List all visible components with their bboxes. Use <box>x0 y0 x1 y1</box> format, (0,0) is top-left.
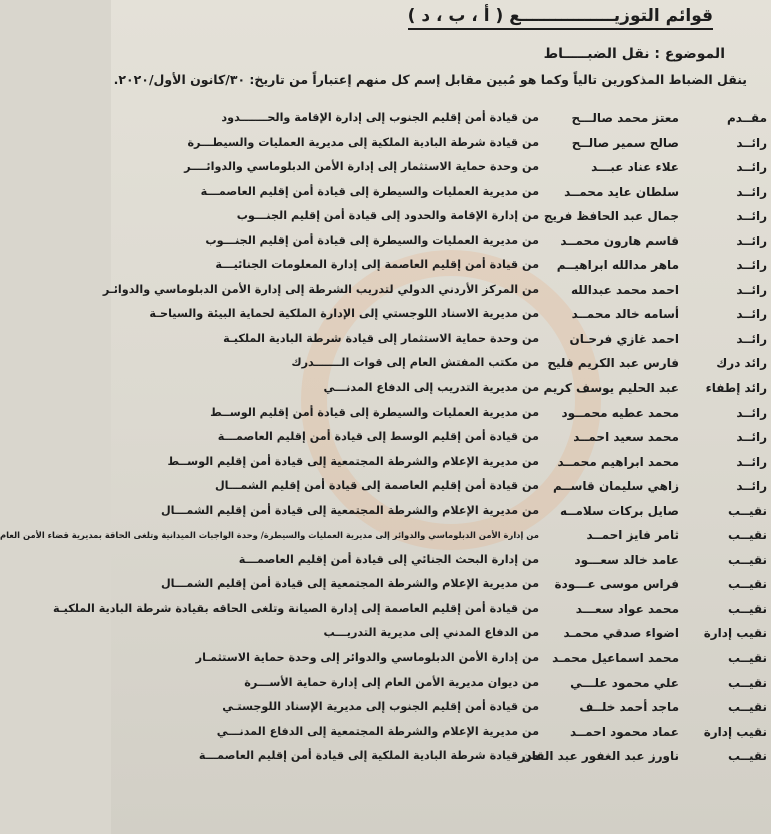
officer-row <box>111 180 771 205</box>
transfer-details: من إدارة الأمن الدبلوماسي والدوائر إلى مديرية العمليات والسيطرة/ وحدة الواجبات الميدانية وتلغى الحاقة بمديرية قضاء الأمن العام <box>0 530 539 541</box>
transfer-details: من مكتب المفتش العام إلى قوات الـــــــدرك <box>291 356 539 370</box>
transfer-details: من المركز الأردني الدولي لتدريب الشرطة إلى إدارة الأمن الدبلوماسي والدوائـر <box>102 282 539 296</box>
officer-name: ثامر فايز احمــد <box>586 528 679 543</box>
officer-row <box>111 376 771 401</box>
officer-rank: رائــد <box>736 454 767 469</box>
officer-row <box>111 572 771 597</box>
officer-row <box>111 253 771 278</box>
officer-row <box>111 302 771 327</box>
officer-row <box>53 597 771 622</box>
officer-rank: رائد إطفاء <box>705 381 767 396</box>
transfer-details: من إدارة البحث الجنائي إلى قيادة أمن إقليم العاصمـــة <box>238 552 539 566</box>
transfer-details: من قيادة أمن إقليم العاصمة إلى قيادة أمن إقليم الشمـــال <box>214 479 539 493</box>
officer-name: ماهر مدالله ابراهيــم <box>556 258 679 273</box>
intro-paragraph: ينقل الضباط المذكورين تالياً وكما هو مُبين مقابل إسم كل منهم إعتباراً من تاريخ: ٣٠/كانون الأول/٢٠٢٠. <box>113 72 747 87</box>
officer-name: محمد عواد سعـــد <box>575 601 679 616</box>
officer-row <box>111 548 771 573</box>
officer-row <box>111 474 771 499</box>
transfer-details: من مديرية العمليات والسيطرة إلى قيادة أمن إقليم العاصمـــة <box>200 184 539 198</box>
officer-row <box>0 523 771 548</box>
transfer-details: من إدارة الأمن الدبلوماسي والدوائر إلى وحدة حماية الاستثمـار <box>195 651 539 665</box>
officer-row <box>111 744 771 769</box>
officer-rank: رائــد <box>736 184 767 199</box>
officer-rank: رائــد <box>736 479 767 494</box>
transfer-details: من ديوان مديرية الأمن العام إلى إدارة حماية الأســـرة <box>244 675 539 689</box>
officer-rank: نقيــب <box>728 552 767 567</box>
transfer-details: من مديرية الإعلام والشرطة المجتمعية إلى قيادة أمن إقليم الشمـــال <box>160 577 539 591</box>
officer-rank: نقيــب <box>728 577 767 592</box>
officer-rank: نقيب إدارة <box>703 724 767 739</box>
officer-name: قاسم هارون محمــد <box>560 233 679 248</box>
officer-list <box>0 106 771 769</box>
officer-rank: نقيــب <box>728 700 767 715</box>
officer-rank: نقيــب <box>728 601 767 616</box>
officer-name: عامد خالد سعـــود <box>574 552 679 567</box>
officer-name: ناورز عبد الغفور عبد القادر <box>518 749 679 764</box>
officer-row <box>111 621 771 646</box>
officer-row <box>111 695 771 720</box>
transfer-details: من قيادة شرطة البادية الملكية إلى قيادة أمن إقليم العاصمـــة <box>198 749 539 763</box>
officer-name: اضواء صدقي محمـد <box>563 626 679 641</box>
officer-row <box>111 131 771 156</box>
officer-name: احمد محمد عبدالله <box>571 282 679 297</box>
transfer-details: من مديرية الإعلام والشرطة المجتمعية إلى قيادة أمن إقليم الوســط <box>167 454 539 468</box>
officer-row <box>111 327 771 352</box>
officer-rank: رائــد <box>736 307 767 322</box>
officer-rank: رائــد <box>736 405 767 420</box>
officer-rank: نقيــب <box>728 651 767 666</box>
officer-name: فارس عبد الكريم فليح <box>547 356 679 371</box>
officer-name: محمد اسماعيل محمـد <box>552 651 679 666</box>
officer-rank: نقيب إدارة <box>703 626 767 641</box>
transfer-details: من مديرية الاسناد اللوجستي إلى الإدارة الملكية لحماية البيئة والسياحـة <box>149 307 539 321</box>
officer-rank: رائــد <box>736 160 767 175</box>
officer-row <box>111 155 771 180</box>
officer-name: علي محمود علـــي <box>570 675 679 690</box>
officer-row <box>111 450 771 475</box>
officer-name: عبد الحليم يوسف كريم <box>543 381 679 396</box>
transfer-details: من مديرية التدريب إلى الدفاع المدنـــي <box>323 381 539 395</box>
officer-name: محمد ابراهيم محمــد <box>557 454 679 469</box>
transfer-details: من الدفاع المدني إلى مديرية التدريـــب <box>323 626 539 640</box>
officer-rank: رائــد <box>736 258 767 273</box>
subject-line: الموضوع : نقل الضبـــــاط <box>543 46 725 62</box>
officer-rank: رائــد <box>736 233 767 248</box>
distribution-title: قوائم التوزيــــــــــــــــع ( أ ، ب ، د ) <box>408 6 713 30</box>
officer-rank: نقيــب <box>728 675 767 690</box>
officer-row <box>111 499 771 524</box>
officer-name: معتز محمد صالـــح <box>571 111 679 125</box>
officer-row <box>111 229 771 254</box>
officer-name: صالح سمير صالــح <box>571 135 679 150</box>
officer-rank: نقيــب <box>728 528 767 543</box>
officer-rank: رائــد <box>736 135 767 150</box>
officer-name: صايل بركات سلامــه <box>559 503 679 518</box>
officer-rank: رائد درك <box>716 356 767 371</box>
officer-row <box>111 720 771 745</box>
officer-rank: نقيــب <box>728 503 767 518</box>
transfer-details: من وحدة حماية الاستثمار إلى إدارة الأمن الدبلوماسي والدوائــــر <box>184 160 539 174</box>
officer-rank: مقــدم <box>727 111 767 125</box>
officer-name: احمد غازي فرحـان <box>569 331 679 346</box>
officer-rank: رائــد <box>736 209 767 224</box>
officer-name: محمد سعيد احمــد <box>573 430 679 445</box>
document-header <box>113 4 753 94</box>
transfer-details: من مديرية العمليات والسيطرة إلى قيادة أمن إقليم الجنـــوب <box>205 233 539 247</box>
officer-row <box>111 401 771 426</box>
transfer-details: من إدارة الإقامة والحدود إلى قيادة أمن إقليم الجنـــوب <box>236 209 539 223</box>
officer-name: محمد عطيه محمــود <box>561 405 679 420</box>
transfer-details: من قيادة أمن إقليم الوسط إلى قيادة أمن إقليم العاصمـــة <box>217 430 539 444</box>
officer-name: ماجد أحمد خلــف <box>579 700 679 715</box>
officer-name: عماد محمود احمــد <box>569 724 679 739</box>
officer-row <box>102 278 771 303</box>
transfer-details: من قيادة أمن إقليم العاصمة إلى إدارة المعلومات الجنائيـــة <box>215 258 539 272</box>
officer-name: علاء عناد عبـــد <box>591 160 679 175</box>
transfer-details: من قيادة أمن إقليم العاصمة إلى إدارة الصيانة وتلغى الحاقه بقيادة شرطة البادية الملكيـة <box>53 601 539 615</box>
officer-rank: رائــد <box>736 331 767 346</box>
officer-row <box>111 106 771 131</box>
officer-name: زاهي سليمان قاســم <box>552 479 679 494</box>
officer-name: سلطان عايد محمــد <box>564 184 679 199</box>
officer-row <box>111 204 771 229</box>
officer-rank: نقيــب <box>728 749 767 764</box>
officer-row <box>111 425 771 450</box>
transfer-details: من مديرية العمليات والسيطرة إلى قيادة أمن إقليم الوســط <box>210 405 539 419</box>
transfer-details: من مديرية الإعلام والشرطة المجتمعية إلى الدفاع المدنـــي <box>216 724 539 738</box>
officer-rank: رائــد <box>736 430 767 445</box>
officer-name: فراس موسى عـــودة <box>554 577 679 592</box>
officer-name: أسامه خالد محمــد <box>571 307 679 322</box>
officer-rank: رائــد <box>736 282 767 297</box>
transfer-details: من قيادة أمن إقليم الجنوب إلى إدارة الإقامة والحـــــــدود <box>221 111 539 124</box>
officer-row <box>111 351 771 376</box>
transfer-details: من قيادة شرطة البادية الملكية إلى مديرية العمليات والسيطـــرة <box>187 135 539 149</box>
transfer-details: من وحدة حماية الاستثمار إلى قيادة شرطة البادية الملكيـة <box>223 331 539 345</box>
officer-row <box>111 646 771 671</box>
transfer-details: من مديرية الإعلام والشرطة المجتمعية إلى قيادة أمن إقليم الشمـــال <box>160 503 539 517</box>
officer-row <box>111 671 771 696</box>
transfer-details: من قيادة أمن إقليم الجنوب إلى مديرية الإسناد اللوجستـي <box>222 700 539 714</box>
officer-name: جمال عبد الحافظ فريج <box>543 209 679 224</box>
